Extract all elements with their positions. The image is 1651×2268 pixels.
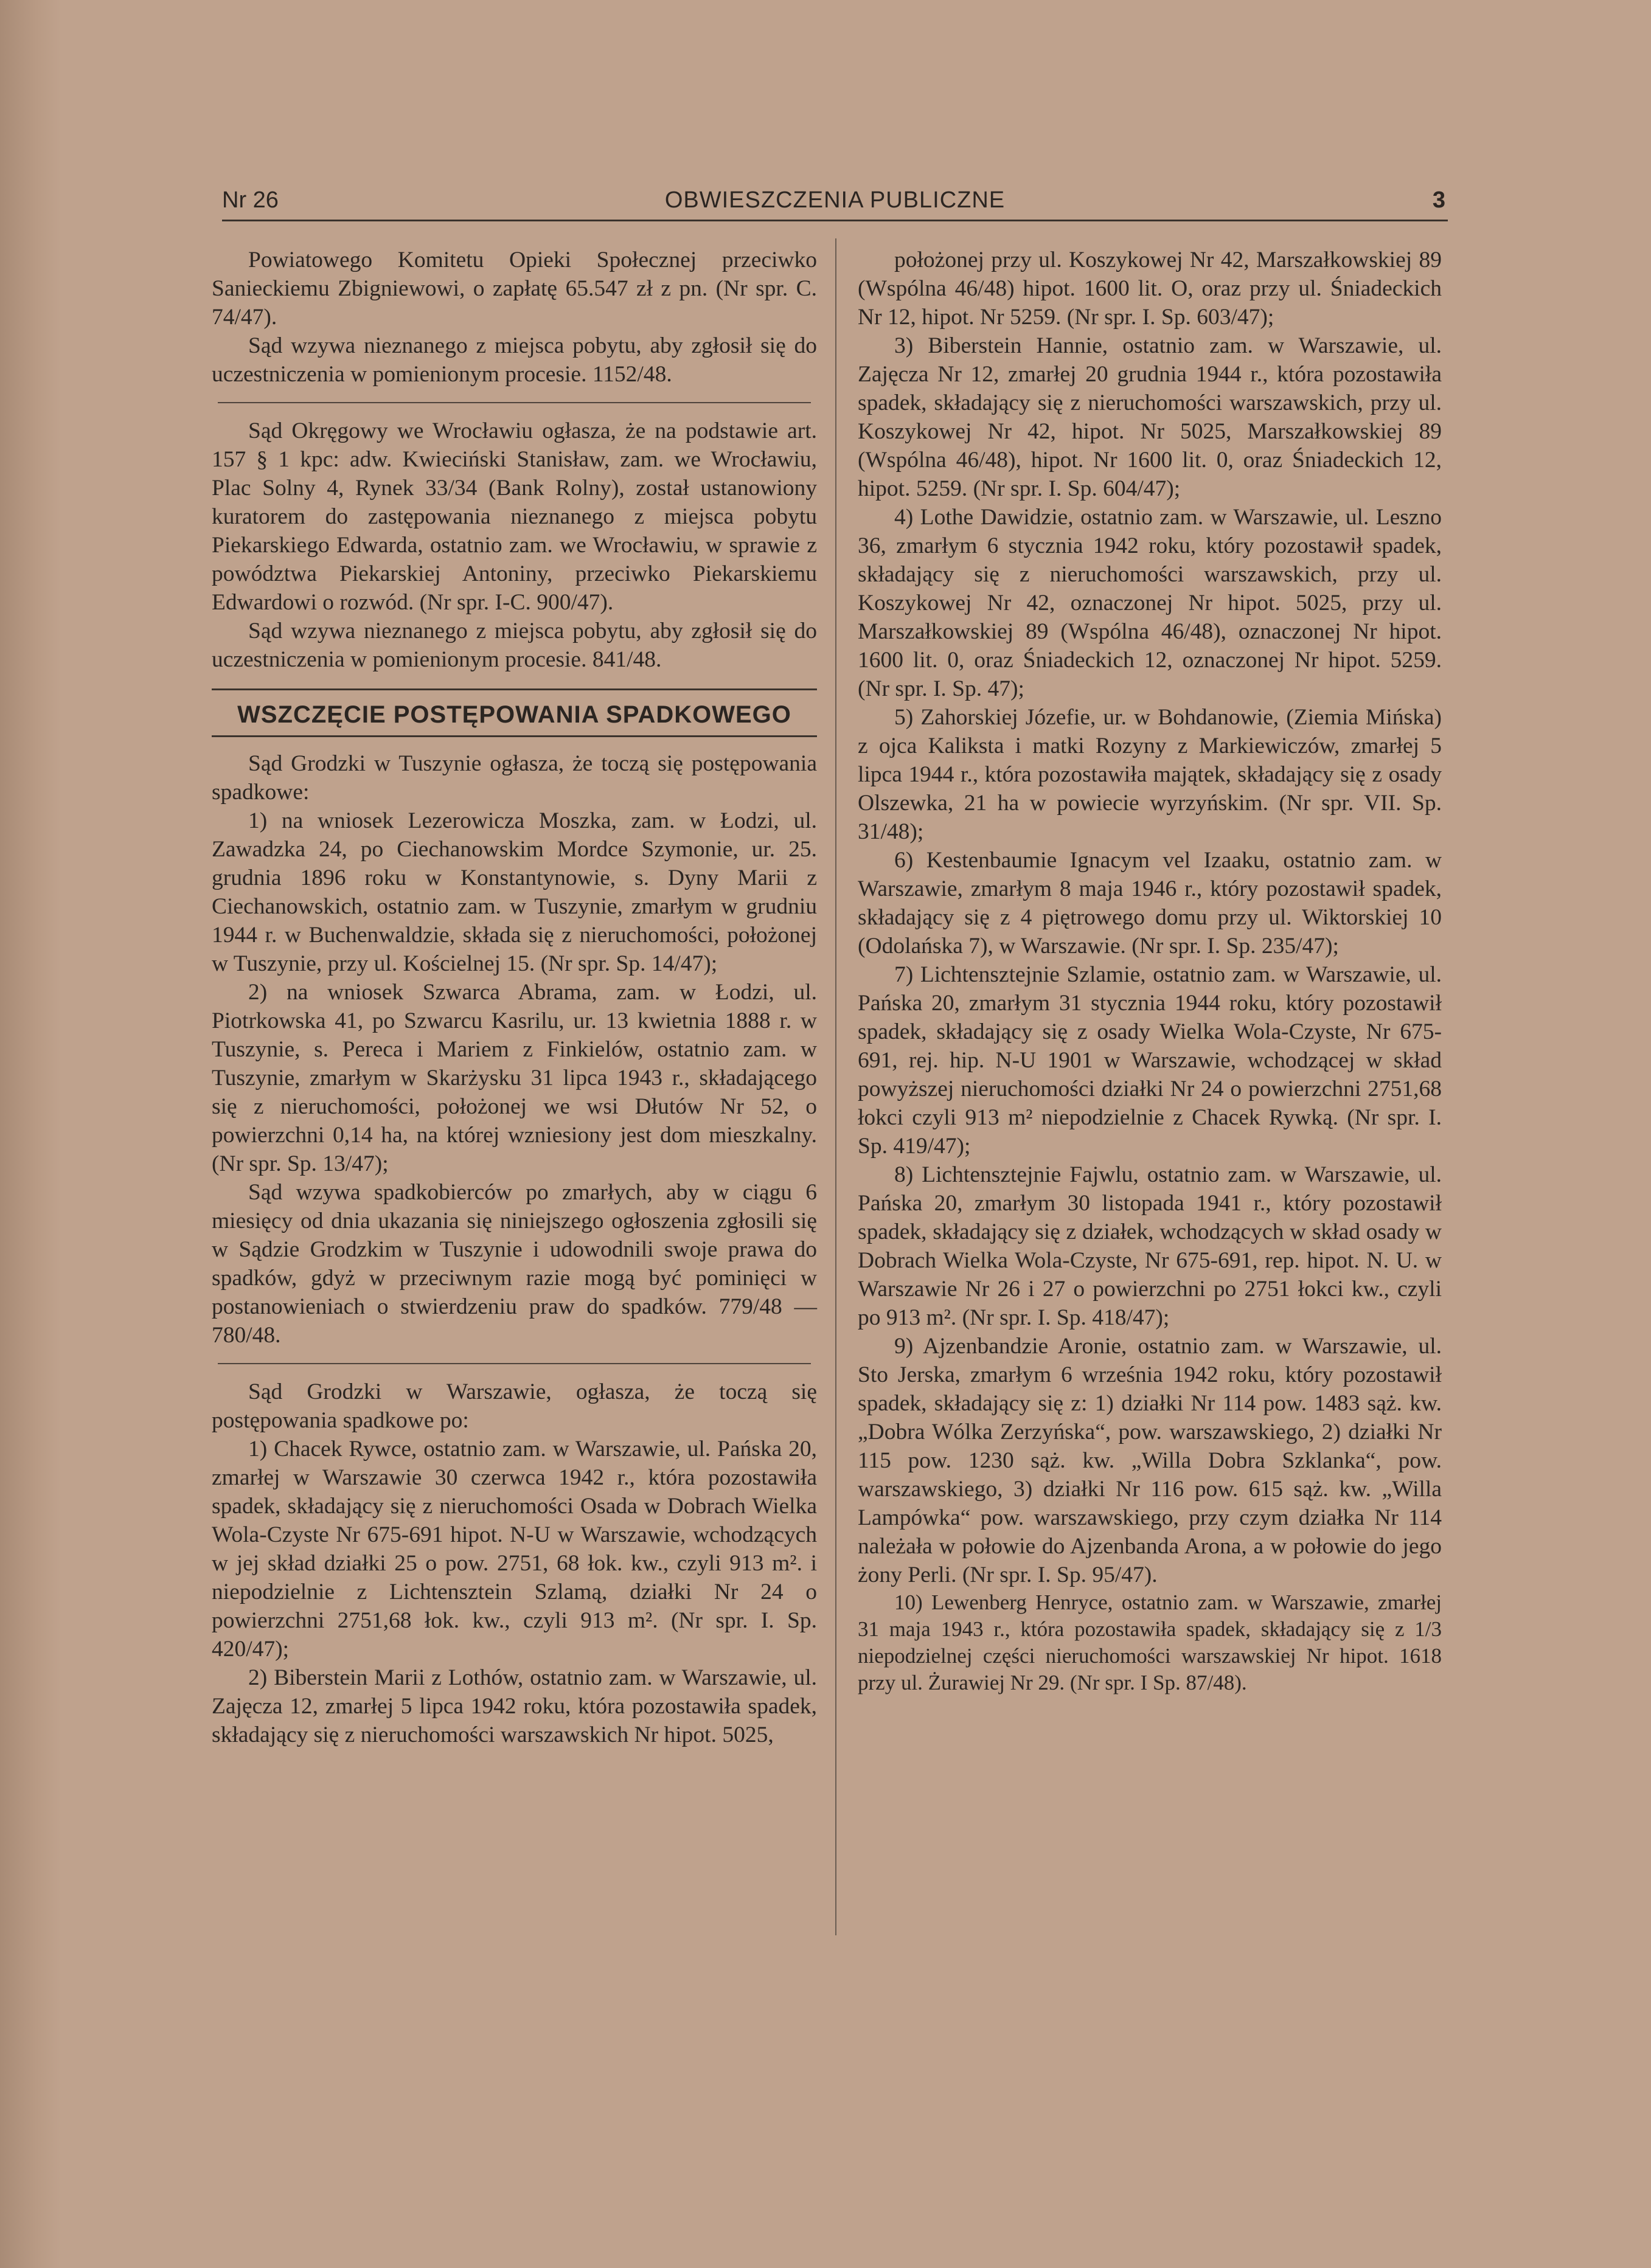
notice-paragraph: Sąd wzywa spadkobierców po zmarłych, aby w ciągu 6 miesięcy od dnia ukazania się niniejszego ogłoszenia zgłosili się w Sądzie Grodzkim w Tuszynie i udowodnili swoje prawa do spadków, gdyż w przeciwnym razie mogą być pominięci w postanowieniach o stwierdzeniu praw do spadków. 779/48 — 780/48. (212, 1180, 817, 1348)
page-header (222, 185, 1448, 221)
notice-item: 1) Chacek Rywce, ostatnio zam. w Warszawie, ul. Pańska 20, zmarłej w Warszawie 30 czerwca 1942 r., która pozostawiła spadek, składający się z nieruchomości Osada w Dobrach Wielka Wola-Czyste Nr 675-691 hipot. N-U w Warszawie, wchodzących w jej skład działki 25 o pow. 2751, 68 łok. kw., czyli 913 m². i niepodzielnie z Lichtensztein Szlamą, działki Nr 24 o powierzchni 2751,68 łok. kw., czyli 913 m². (Nr spr. I. Sp. 420/47); (212, 1437, 817, 1662)
section-rule-bottom (212, 735, 817, 737)
column-divider (835, 238, 836, 1935)
notice-item: 3) Biberstein Hannie, ostatnio zam. w Warszawie, ul. Zajęcza Nr 12, zmarłej 20 grudnia 1944 r., która pozostawiła spadek, składający się z nieruchomości warszawskich, przy ul. Koszykowej Nr 42, hipot. Nr 5025, Marszałkowskiej 89 (Wspólna 46/48), hipot. Nr 1600 lit. 0, oraz Śniadeckich 12, hipot. 5259. (Nr spr. I. Sp. 604/47); (858, 333, 1442, 501)
notice-item: 10) Lewenberg Henryce, ostatnio zam. w Warszawie, zmarłej 31 maja 1943 r., która pozostawiła spadek, składający się z 1/3 niepodzielnej części nieruchomości warszawskiej Nr hipot. 1618 przy ul. Żurawiej Nr 29. (Nr spr. I Sp. 87/48). (858, 1590, 1442, 1694)
notice-item: 9) Ajzenbandzie Aronie, ostatnio zam. w Warszawie, ul. Sto Jerska, zmarłym 6 września 1942 roku, który pozostawił spadek, składający się z: 1) działki Nr 114 pow. 1483 sąż. kw. „Dobra Wólka Zerzyńska“, pow. warszawskiego, 2) działki Nr 115 pow. 1230 sąż. kw. „Willa Dobra Szklanka“, pow. warszawskiego, 3) działki Nr 116 pow. 615 sąż. kw. „Willa Lampówka“ pow. warszawskiego, przy czym działka Nr 114 należała w połowie do Ajzenbanda Arona, a w połowie do jego żony Perli. (Nr spr. I. Sp. 95/47). (858, 1334, 1442, 1587)
notice-paragraph: Sąd Grodzki w Tuszynie ogłasza, że toczą się postępowania spadkowe: (212, 751, 817, 805)
header-rule (222, 220, 1448, 221)
notice-paragraph: Sąd Okręgowy we Wrocławiu ogłasza, że na podstawie art. 157 § 1 kpc: adw. Kwieciński Stanisław, zam. we Wrocławiu, Plac Solny 4, Rynek 33/34 (Bank Rolny), został ustanowiony kuratorem do zastępowania nieznanego z miejsca pobytu Piekarskiego Edwarda, ostatnio zam. we Wrocławiu, w sprawie z powództwa Piekarskiej Antoniny, przeciwko Piekarskiemu Edwardowi o rozwód. (Nr spr. I-C. 900/47). (212, 418, 817, 615)
page-number: 3 (1432, 187, 1445, 213)
notice-divider (218, 402, 811, 403)
notice-divider (218, 1363, 811, 1364)
notice-paragraph: Sąd wzywa nieznanego z miejsca pobytu, aby zgłosił się do uczestniczenia w pomienionym procesie. 1152/48. (212, 333, 817, 387)
notice-item: 2) na wniosek Szwarca Abrama, zam. w Łodzi, ul. Piotrkowska 41, po Szwarcu Kasrilu, ur. 13 kwietnia 1888 r. w Tuszynie, s. Pereca i Mariem z Finkielów, ostatnio zam. w Tuszynie, zmarłym w Skarżysku 31 lipca 1943 r., składającego się z nieruchomości, położonej we wsi Dłutów Nr 52, o powierzchni 0,14 ha, na której wzniesiony jest dom mieszkalny. (Nr spr. Sp. 13/47); (212, 980, 817, 1176)
notice-item: 8) Lichtensztejnie Fajwlu, ostatnio zam. w Warszawie, ul. Pańska 20, zmarłym 30 listopada 1941 r., który pozostawił spadek, składający się z działek, wchodzących w skład osady w Dobrach Wielka Wola-Czyste, Nr 675-691, rep. hipot. N. U. w Warszawie Nr 26 i 27 o powierzchni po 2751 łokci kw., czyli po 913 m². (Nr spr. I. Sp. 418/47); (858, 1162, 1442, 1330)
notice-item: 6) Kestenbaumie Ignacym vel Izaaku, ostatnio zam. w Warszawie, zmarłym 8 maja 1946 r., który pozostawił spadek, składający się z 4 piętrowego domu przy ul. Wiktorskiej 10 (Odolańska 7), w Warszawie. (Nr spr. I. Sp. 235/47); (858, 848, 1442, 959)
issue-number: Nr 26 (222, 187, 279, 213)
notice-item: położonej przy ul. Koszykowej Nr 42, Marszałkowskiej 89 (Wspólna 46/48) hipot. 1600 lit. O, oraz przy ul. Śniadeckich Nr 12, hipot. Nr 5259. (Nr spr. I. Sp. 603/47); (858, 248, 1442, 330)
page-title: OBWIESZCZENIA PUBLICZNE (664, 187, 1006, 213)
notice-item: 1) na wniosek Lezerowicza Moszka, zam. w Łodzi, ul. Zawadzka 24, po Ciechanowskim Mordce Szymonie, ur. 25. grudnia 1896 roku w Konstantynowie, s. Dyny Marii z Ciechanowskich, ostatnio zam. w Tuszynie, zmarłym w grudniu 1944 r. w Buchenwaldzie, składa się z nieruchomości, położonej w Tuszynie, przy ul. Kościelnej 15. (Nr spr. Sp. 14/47); (212, 808, 817, 976)
notice-paragraph: Powiatowego Komitetu Opieki Społecznej przeciwko Sanieckiemu Zbigniewowi, o zapłatę 65.547 zł z pn. (Nr spr. C. 74/47). (212, 248, 817, 330)
notice-item: 4) Lothe Dawidzie, ostatnio zam. w Warszawie, ul. Leszno 36, zmarłym 6 stycznia 1942 roku, który pozostawił spadek, składający się z nieruchomości warszawskich, przy ul. Koszykowej Nr 42, oznaczonej Nr hipot. 5025, przy ul. Marszałkowskiej 89 (Wspólna 46/48), oznaczonej Nr hipot. 1600 lit. 0, oraz Śniadeckich 12, oznaczonej Nr hipot. 5259. (Nr spr. I. Sp. 47); (858, 505, 1442, 701)
notice-item: 2) Biberstein Marii z Lothów, ostatnio zam. w Warszawie, ul. Zajęcza 12, zmarłej 5 lipca 1942 roku, która pozostawiła spadek, składający się z nieruchomości warszawskich Nr hipot. 5025, (212, 1665, 817, 1747)
notice-paragraph: Sąd Grodzki w Warszawie, ogłasza, że toczą się postępowania spadkowe po: (212, 1379, 817, 1433)
section-rule-top (212, 688, 817, 690)
section-heading: WSZCZĘCIE POSTĘPOWANIA SPADKOWEGO (237, 701, 791, 728)
page-binding-edge (0, 0, 61, 2268)
notice-paragraph: Sąd wzywa nieznanego z miejsca pobytu, aby zgłosił się do uczestniczenia w pomienionym procesie. 841/48. (212, 619, 817, 672)
notice-item: 5) Zahorskiej Józefie, ur. w Bohdanowie, (Ziemia Mińska) z ojca Kaliksta i matki Rozyny z Markiewiczów, zmarłej 5 lipca 1944 r., która pozostawiła majątek, składający się z osady Olszewka, 21 ha w powiecie wyrzyńskim. (Nr spr. VII. Sp. 31/48); (858, 705, 1442, 844)
notice-item: 7) Lichtensztejnie Szlamie, ostatnio zam. w Warszawie, ul. Pańska 20, zmarłym 31 stycznia 1944 roku, który pozostawił spadek, składający się z osady Wielka Wola-Czyste, Nr 675-691, rej. hip. N-U 1901 w Warszawie, wchodzącej w skład powyższej nieruchomości działki Nr 24 o powierzchni 2751,68 łokci czyli 913 m² niepodzielnie z Chacek Rywką. (Nr spr. I. Sp. 419/47); (858, 962, 1442, 1159)
left-column (212, 246, 817, 1749)
right-column (858, 246, 1442, 1696)
